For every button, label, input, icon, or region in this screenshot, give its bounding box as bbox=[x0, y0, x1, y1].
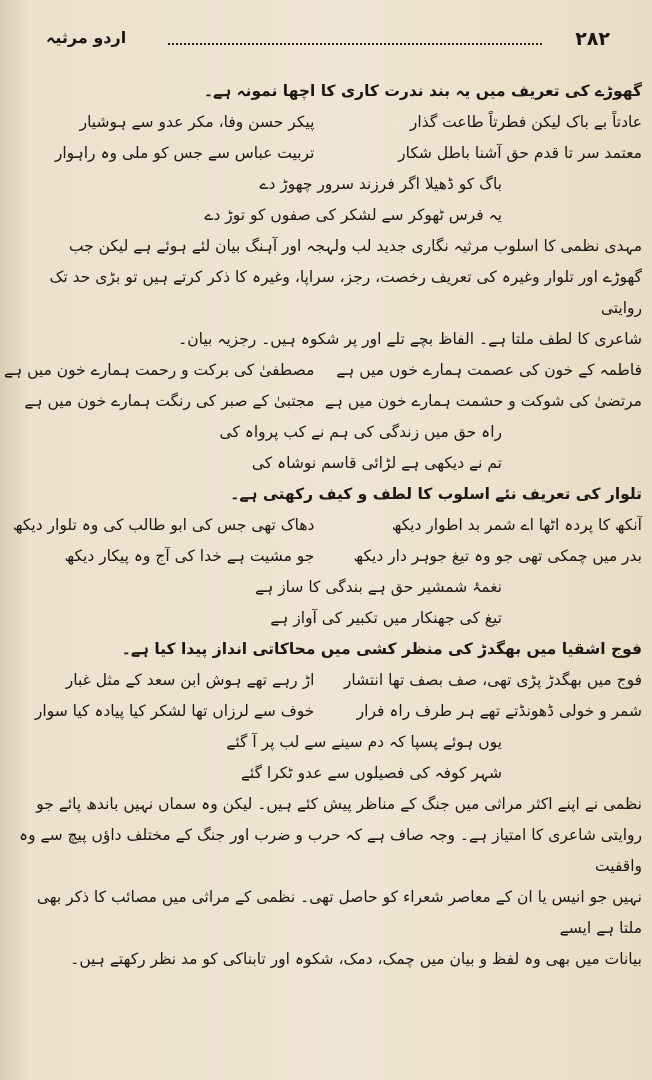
couplet-line bbox=[12, 541, 642, 572]
couplet-line bbox=[4, 355, 642, 386]
hemistich: آنکھ کا پردہ اٹھا اے شمر بد اطوار دیکھ bbox=[391, 516, 642, 534]
couplet-line bbox=[12, 107, 642, 138]
couplet-line bbox=[12, 386, 642, 417]
couplet-line bbox=[12, 138, 642, 169]
hemistich: تربیت عباس سے جس کو ملی وہ راہوار bbox=[54, 144, 315, 162]
hemistich: جو مشیت ہے خدا کی آج وہ پیکار دیکھ bbox=[64, 547, 315, 565]
verse-line: تم نے دیکھی ہے لڑائی قاسم نوشاہ کی bbox=[251, 454, 502, 472]
hemistich: فاطمہ کے خون کی عصمت ہمارے خوں میں ہے bbox=[336, 361, 642, 379]
paragraph-line: بیانات میں بھی وہ لفظ و بیان میں چمک، دمک، شکوہ اور تابناکی کو مد نظر رکھتے ہیں۔ bbox=[70, 950, 642, 968]
paragraph-line: مہدی نظمی کا اسلوب مرثیہ نگاری جدید لب ولہجہ اور آہنگ بیان لئے ہوئے ہے لیکن جب bbox=[68, 237, 642, 255]
verse-line: راہ حق میں زندگی کی ہم نے کب پرواہ کی bbox=[219, 423, 502, 441]
page-number: ۲۸۲ bbox=[575, 28, 610, 50]
header-dotted-rule bbox=[168, 43, 542, 45]
couplet-line bbox=[12, 696, 642, 727]
couplet-line bbox=[12, 665, 642, 696]
hemistich: خوف سے لرزاں تھا لشکر کیا پیادہ کیا سوار bbox=[34, 702, 315, 720]
page-header bbox=[46, 28, 610, 54]
verse-line: یوں ہوئے پسپا کہ دم سینے سے لب پر آ گئے bbox=[226, 733, 502, 751]
hemistich: عادتاً بے باک لیکن فطرتاً طاعت گذار bbox=[409, 113, 642, 131]
couplet-line bbox=[12, 510, 642, 541]
page-body bbox=[4, 76, 642, 975]
hemistich: اڑ رہے تھے ہوش ابن سعد کے مثل غبار bbox=[65, 671, 315, 689]
paragraph-line: نظمی نے اپنے اکثر مراثی میں جنگ کے مناظر پیش کئے ہیں۔ لیکن وہ سماں نہیں باندھ پائے جو bbox=[36, 795, 642, 813]
section-intro: گھوڑے کی تعریف میں یہ بند ندرت کاری کا اچھا نمونہ ہے۔ bbox=[203, 82, 642, 100]
section-intro: تلوار کی تعریف نئے اسلوب کا لطف و کیف رکھتی ہے۔ bbox=[230, 485, 642, 503]
hemistich: بدر میں چمکی تھی جو وہ تیغ جوہر دار دیکھ bbox=[353, 547, 642, 565]
hemistich: فوج میں بھگدڑ پڑی تھی، صف بصف تھا انتشار bbox=[343, 671, 642, 689]
hemistich: دھاک تھی جس کی ابو طالب کی وہ تلوار دیکھ bbox=[13, 516, 315, 534]
hemistich: معتمد سر تا قدم حق آشنا باطل شکار bbox=[398, 144, 642, 162]
verse-line: تیغ کی جھنکار میں تکبیر کی آواز ہے bbox=[270, 609, 502, 627]
paragraph-line: نہیں جو انیس یا ان کے معاصر شعراء کو حاصل تھی۔ نظمی کے مراثی میں مصائب کا ذکر بھی ملتا ہے ایسے bbox=[36, 888, 642, 937]
hemistich: مصطفیٰ کی برکت و رحمت ہمارے خون میں ہے bbox=[4, 361, 315, 379]
verse-line: باگ کو ڈھیلا اگر فرزند سرور چھوڑ دے bbox=[259, 175, 502, 193]
hemistich: شمر و خولی ڈھونڈتے تھے ہر طرف راہ فرار bbox=[356, 702, 642, 720]
verse-line: نغمۂ شمشیر حق ہے بندگی کا ساز ہے bbox=[255, 578, 502, 596]
verse-line: شہر کوفہ کی فصیلوں سے عدو ٹکرا گئے bbox=[240, 764, 502, 782]
paragraph-line: روایتی شاعری کا امتیاز ہے۔ وجہ صاف ہے کہ حرب و ضرب اور جنگ کے مختلف داؤں پیچ سے وہ واقفیت bbox=[19, 826, 642, 875]
paragraph-line: شاعری کا لطف ملتا ہے۔ الفاظ بچے تلے اور پر شکوہ ہیں۔ رجزیہ بیان۔ bbox=[178, 330, 642, 348]
hemistich: مجتبیٰ کے صبر کی رنگت ہمارے خون میں ہے bbox=[24, 392, 315, 410]
running-head: اردو مرثیہ bbox=[46, 28, 127, 47]
hemistich: پیکر حسن وفا، مکر عدو سے ہوشیار bbox=[79, 113, 315, 131]
verse-line: یہ فرس ٹھوکر سے لشکر کی صفوں کو توڑ دے bbox=[204, 206, 502, 224]
section-intro: فوج اشقیا میں بھگدڑ کی منظر کشی میں محاکاتی انداز پیدا کیا ہے۔ bbox=[121, 640, 642, 658]
hemistich: مرتضیٰ کی شوکت و حشمت ہمارے خون میں ہے bbox=[324, 392, 642, 410]
paragraph-line: گھوڑے اور تلوار وغیرہ کی تعریف رخصت، رجز، سراپا، وغیرہ کا ذکر کرتے ہیں تو بڑی حد تک روایتی bbox=[49, 268, 642, 317]
